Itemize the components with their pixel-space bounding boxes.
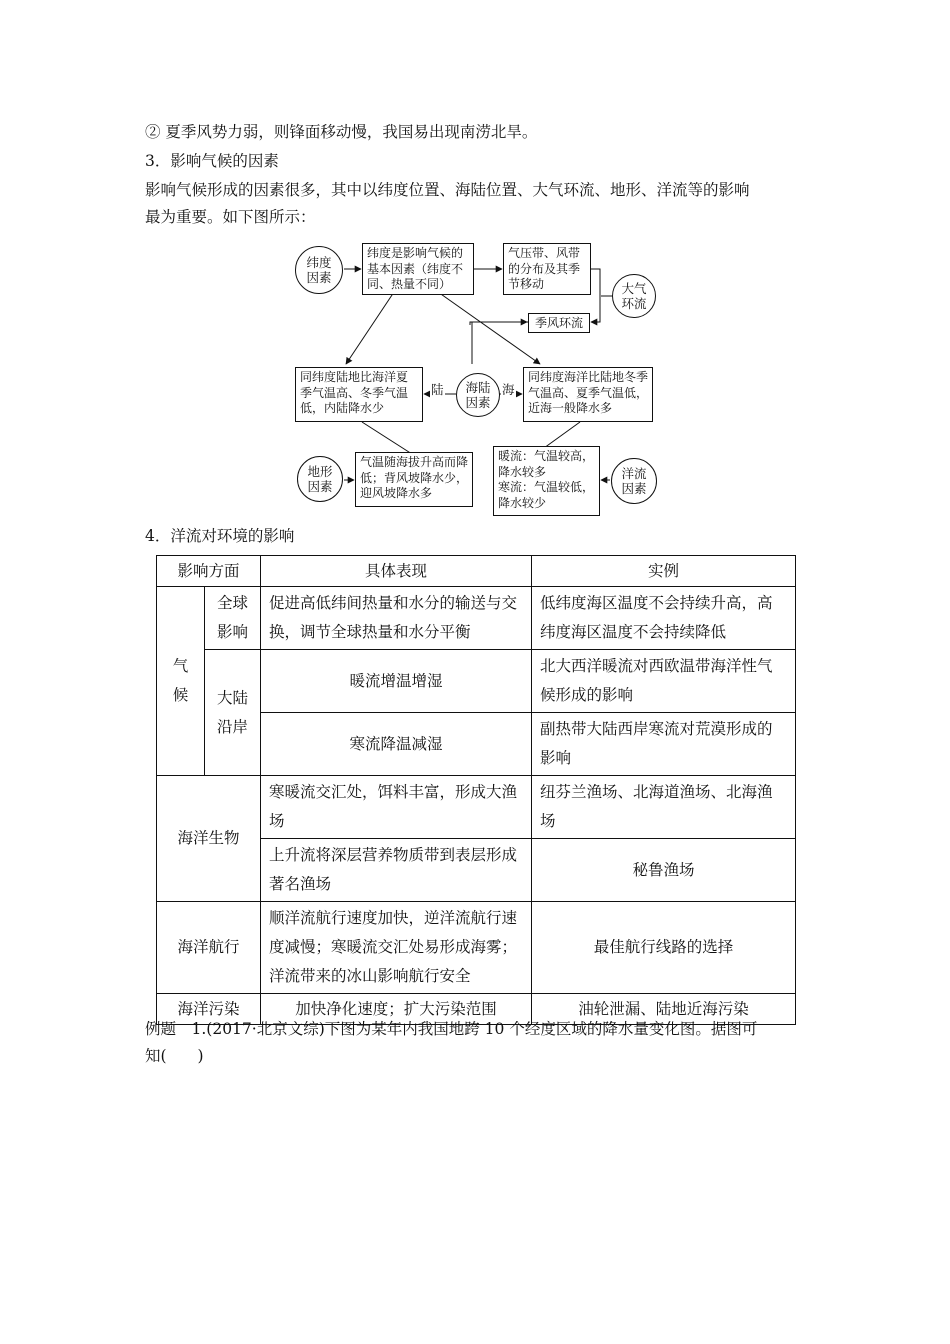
cell-cold-desc: 寒流降温减湿: [261, 713, 532, 776]
monsoon-box: 季风环流: [528, 313, 590, 333]
cell-marine-life: 海洋生物: [157, 776, 261, 902]
header-aspect: 影响方面: [157, 556, 261, 587]
label-sea: 海: [502, 382, 515, 397]
climate-factors-diagram: [290, 236, 660, 518]
cell-navigation: 海洋航行: [157, 902, 261, 994]
warm-current-text: 暖流：气温较高，降水较多: [498, 449, 595, 479]
cell-global-example: 低纬度海区温度不会持续升高，高纬度海区温度不会持续降低: [532, 587, 796, 650]
table-row: [157, 902, 796, 994]
cell-nav-desc: 顺洋流航行速度加快，逆洋流航行速度减慢；寒暖流交汇处易形成海雾；洋流带来的冰山影响航行安全: [261, 902, 532, 994]
sea-comparison-box: 同纬度海洋比陆地冬季气温高、夏季气温低，近海一般降水多: [523, 367, 653, 422]
line-land-to-terrain: [362, 422, 412, 454]
terrain-factor-circle: 地形 因素: [297, 456, 343, 502]
cell-global: 全球 影响: [205, 587, 261, 650]
header-manifestation: 具体表现: [261, 556, 532, 587]
text-line-summer-monsoon: ② 夏季风势力弱，则锋面移动慢，我国易出现南涝北旱。: [145, 123, 538, 141]
cell-warm-example: 北大西洋暖流对西欧温带海洋性气候形成的影响: [532, 650, 796, 713]
cold-current-text: 寒流：气温较低，降水较少: [498, 480, 595, 510]
arrow-basic-to-sea: [438, 292, 540, 364]
cell-global-desc: 促进高低纬间热量和水分的输送与交换，调节全球热量和水分平衡: [261, 587, 532, 650]
example-question-line-2: 知( ): [145, 1047, 204, 1065]
arrow-atmos-bracket: [590, 269, 600, 322]
pressure-belts-box: 气压带、风带的分布及其季节移动: [503, 243, 591, 295]
terrain-box: 气温随海拔升高而降低；背风坡降水少，迎风坡降水多: [355, 452, 473, 507]
cell-climate: 气 候: [157, 587, 205, 776]
section-heading-3: 3．影响气候的因素: [145, 152, 279, 170]
latitude-basic-box: 纬度是影响气候的基本因素（纬度不同、热量不同）: [362, 243, 474, 295]
cell-cold-example: 副热带大陆西岸寒流对荒漠形成的影响: [532, 713, 796, 776]
ocean-currents-box: [493, 446, 600, 516]
cell-warm-desc: 暖流增温增湿: [261, 650, 532, 713]
table-row: [157, 650, 796, 713]
table-header-row: [157, 556, 796, 587]
ocean-current-impact-table: [156, 555, 796, 1025]
cell-ml-example2: 秘鲁渔场: [532, 839, 796, 902]
header-example: 实例: [532, 556, 796, 587]
arrow-basic-to-land: [346, 292, 394, 364]
cell-nav-example: 最佳航行线路的选择: [532, 902, 796, 994]
cell-coast: 大陆 沿岸: [205, 650, 261, 776]
cell-ml-desc1: 寒暖流交汇处，饵料丰富，形成大渔场: [261, 776, 532, 839]
cell-pol-example: 油轮泄漏、陆地近海污染: [532, 994, 796, 1025]
label-land: 陆: [431, 382, 444, 397]
example-question-line-1: 例题 1.(2017·北京文综)下图为某年内我国地跨 10 个经度区域的降水量变化图。据图可: [145, 1020, 758, 1038]
cell-pol-desc: 加快净化速度；扩大污染范围: [261, 994, 532, 1025]
paragraph-line-1: 影响气候形成的因素很多，其中以纬度位置、海陆位置、大气环流、地形、洋流等的影响: [145, 181, 750, 199]
section-heading-4: 4．洋流对环境的影响: [145, 527, 295, 545]
cell-pollution: 海洋污染: [157, 994, 261, 1025]
latitude-factor-circle: 纬度 因素: [295, 246, 343, 294]
land-sea-factor-circle: 海陆 因素: [456, 373, 500, 417]
ocean-current-factor-circle: 洋流 因素: [611, 458, 657, 504]
cell-ml-example1: 纽芬兰渔场、北海道渔场、北海渔场: [532, 776, 796, 839]
table-row: [157, 776, 796, 839]
land-comparison-box: 同纬度陆地比海洋夏季气温高、冬季气温低，内陆降水少: [295, 367, 423, 422]
line-sea-to-currents: [544, 422, 580, 448]
table-row: [157, 587, 796, 650]
cell-ml-desc2: 上升流将深层营养物质带到表层形成著名渔场: [261, 839, 532, 902]
paragraph-line-2: 最为重要。如下图所示：: [145, 208, 316, 226]
atmos-circulation-circle: 大气 环流: [612, 274, 656, 318]
